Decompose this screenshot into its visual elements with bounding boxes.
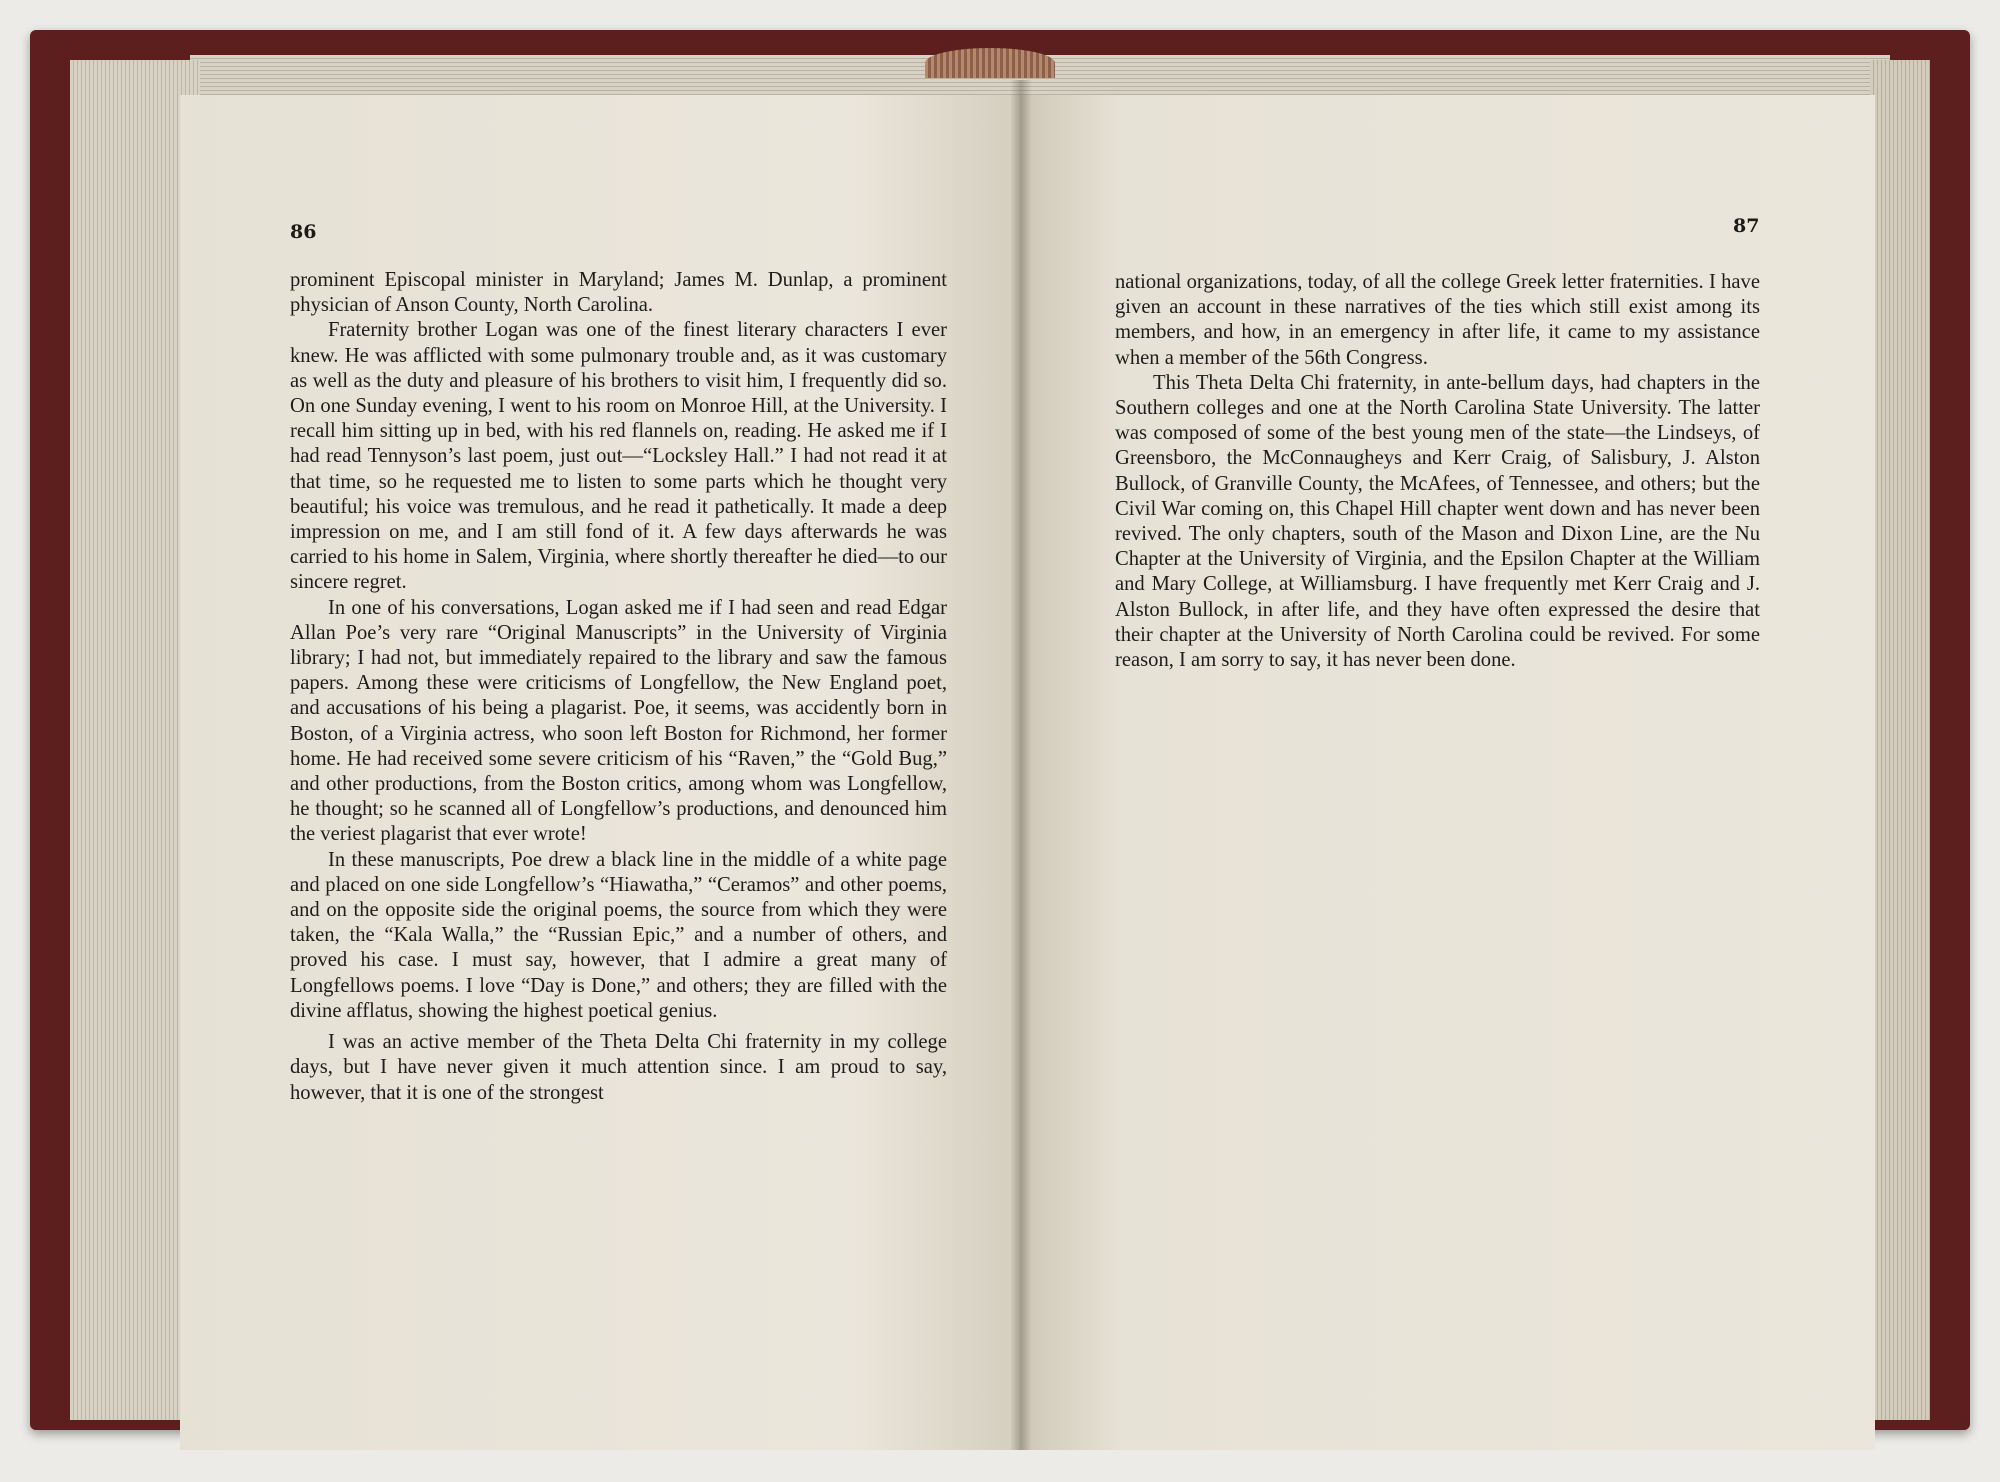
paragraph: In these manuscripts, Poe drew a black line in the middle of a white page and placed on one side Longfellow’s “Hiawatha,” “Ceramos” and other poems, and on the opposite side the original poems, the source from which they were taken, the “Kala Walla,” the “Russian Epic,” and a number of others, and proved his case. I must say, however, that I admire a great many of Longfellows poems. I love “Day is Done,” and others; they are filled with the divine afflatus, showing the highest poetical genius. [290,848,947,1022]
right-page-number: 87 [1733,215,1760,237]
paragraph: This Theta Delta Chi fraternity, in ante-bellum days, had chapters in the Southern colleges and one at the North Carolina State University. The latter was composed of some of the best young men of the state—the Lindseys, of Greensboro, the McConnaugheys and Kerr Craig, of Salisbury, J. Alston Bullock, of Granville County, the McAfees, of Tennessee, and others; but the Civil War coming on, this Chapel Hill chapter went down and has never been revived. The only chapters, south of the Mason and Dixon Line, are the Nu Chapter at the University of Virginia, and the Epsilon Chapter at the William and Mary College, at Williamsburg. I have frequently met Kerr Craig and J. Alston Bullock, in after life, and they have often expressed the desire that their chapter at the University of North Carolina could be revived. For some reason, I am sorry to say, it has never been done. [1115,371,1760,672]
paragraph: I was an active member of the Theta Delta Chi fraternity in my college days, but I have never given it much attention since. I am proud to say, however, that it is one of the strongest [290,1031,947,1104]
left-page-text [290,268,947,1106]
page-gutter [1010,80,1032,1450]
book-spine-binding [925,48,1055,78]
paragraph: Fraternity brother Logan was one of the finest literary characters I ever knew. He was afflicted with some pulmonary trouble and, as it was customary as well as the duty and pleasure of his brothers to visit him, I frequently did so. On one Sunday evening, I went to his room on Monroe Hill, at the University. I recall him sitting up in bed, with his red flannels on, reading. He asked me if I had read Tennyson’s last poem, just out—“Locksley Hall.” I had not read it at that time, so he requested me to listen to some parts which he thought very beautiful; his voice was tremulous, and he read it pathetically. It made a deep impression on me, and I am still fond of it. A few days afterwards he was carried to his home in Salem, Virginia, where shortly thereafter he died—to our sincere regret. [290,319,947,594]
paragraph: national organizations, today, of all the college Greek letter fraternities. I have given an account in these narratives of the ties which still exist among its members, and how, in an emergency in after life, it came to my assistance when a member of the 56th Congress. [1115,271,1760,369]
page-edges-right [1870,60,1930,1420]
right-page-text [1115,270,1760,673]
left-page-number: 86 [290,221,317,243]
paragraph: In one of his conversations, Logan asked me if I had seen and read Edgar Allan Poe’s very rare “Original Manuscripts” in the University of Virginia library; I had not, but immediately repaired to the library and saw the famous papers. Among these were criticisms of Longfellow, the New England poet, and accusations of his being a plagarist. Poe, it seems, was accidently born in Boston, of a Virginia actress, who soon left Boston for Richmond, her former home. He had received some severe criticism of his “Raven,” the “Gold Bug,” and other productions, from the Boston critics, among whom was Longfellow, he thought; so he scanned all of Longfellow’s productions, and denounced him the veriest plagarist that ever wrote! [290,596,947,846]
paragraph: prominent Episcopal minister in Maryland; James M. Dunlap, a prominent physician of Anson County, North Carolina. [290,269,947,317]
